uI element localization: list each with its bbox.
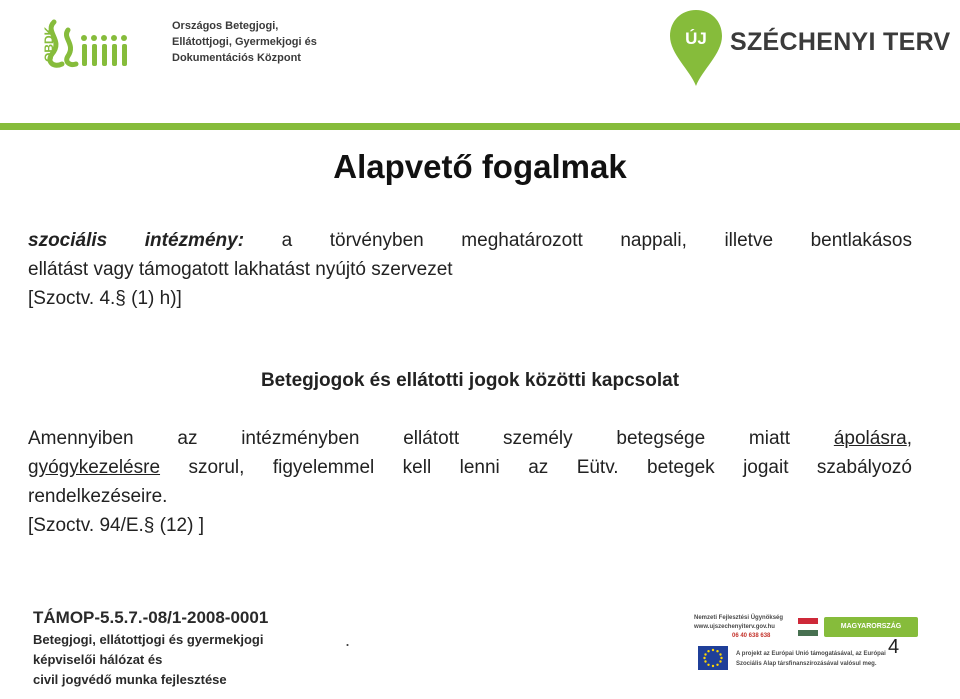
definition-line-1-text: a törvényben meghatározott nappali, illetve bentlakásos: [244, 230, 912, 251]
map-marker-icon: [668, 8, 724, 88]
definition-line-1: [28, 226, 912, 255]
eu-flag-icon: [698, 646, 728, 670]
magyarorszag-megujul-badge: MAGYARORSZÁG MEGÚJUL: [824, 617, 918, 637]
relation-line-2-text: szorul, figyelemmel kell lenni az Eütv. betegek jogait szabályozó: [160, 457, 912, 478]
project-line-3: civil jogvédő munka fejlesztése: [33, 672, 227, 687]
relation-line-2: [28, 453, 912, 482]
definition-term: szociális intézmény:: [28, 230, 245, 251]
project-line-2: képviselői hálózat és: [33, 652, 163, 667]
definition-paragraph: [28, 226, 912, 313]
gyogykezelesre-link[interactable]: gyógykezelésre: [28, 457, 161, 478]
relation-comma: ,: [906, 428, 912, 449]
header-divider: [0, 123, 960, 130]
definition-line-2: ellátást vagy támogatott lakhatást nyújtó szervezet: [28, 259, 453, 280]
apolasra-link[interactable]: ápolásra: [833, 428, 907, 449]
uj-marker-text: ÚJ: [685, 29, 707, 48]
hungarian-flag-icon: [798, 618, 818, 636]
nfu-website: www.ujszechenyiterv.gov.hu: [694, 624, 775, 630]
section-subheading: Betegjogok és ellátotti jogok közötti kapcsolat: [260, 370, 680, 391]
obdk-vertical-text: OBDK: [42, 26, 56, 62]
eu-funding-line-2: Szociális Alap társfinanszírozásával valósul meg.: [736, 661, 877, 667]
project-code: TÁMOP-5.5.7.-08/1-2008-0001: [33, 608, 269, 627]
eu-funding-line-1: A projekt az Európai Unió támogatásával, az Európai: [736, 651, 886, 657]
nfu-phone: 06 40 638 638: [732, 633, 771, 639]
obdk-name-line-3: Dokumentációs Központ: [172, 52, 301, 64]
relation-paragraph: [28, 424, 912, 540]
project-info: [33, 606, 268, 690]
page-title: Alapvető fogalmak: [333, 148, 627, 185]
project-line-1: Betegjogi, ellátottjogi és gyermekjogi: [33, 632, 264, 647]
obdk-name-line-2: Ellátottjogi, Gyermekjogi és: [172, 36, 317, 48]
nfu-name: Nemzeti Fejlesztési Ügynökség: [694, 615, 784, 621]
obdk-name-line-1: Országos Betegjogi,: [172, 20, 279, 32]
definition-reference: [Szoctv. 4.§ (1) h)]: [28, 288, 182, 309]
szechenyi-terv-name: SZÉCHENYI TERV: [730, 28, 951, 56]
obdk-vertical-mark: [40, 14, 58, 64]
szechenyi-terv-logo: [668, 8, 951, 88]
obdk-logo: [40, 14, 317, 82]
relation-line-3: rendelkezéseire.: [28, 486, 168, 507]
relation-reference: [Szoctv. 94/E.§ (12) ]: [28, 515, 205, 536]
page-number: 4: [888, 636, 900, 658]
footer-dot: .: [345, 630, 351, 650]
obdk-name: [172, 18, 317, 66]
relation-line-1-text: Amennyiben az intézményben ellátott személy betegsége miatt: [28, 428, 834, 449]
relation-line-1: [28, 424, 912, 453]
